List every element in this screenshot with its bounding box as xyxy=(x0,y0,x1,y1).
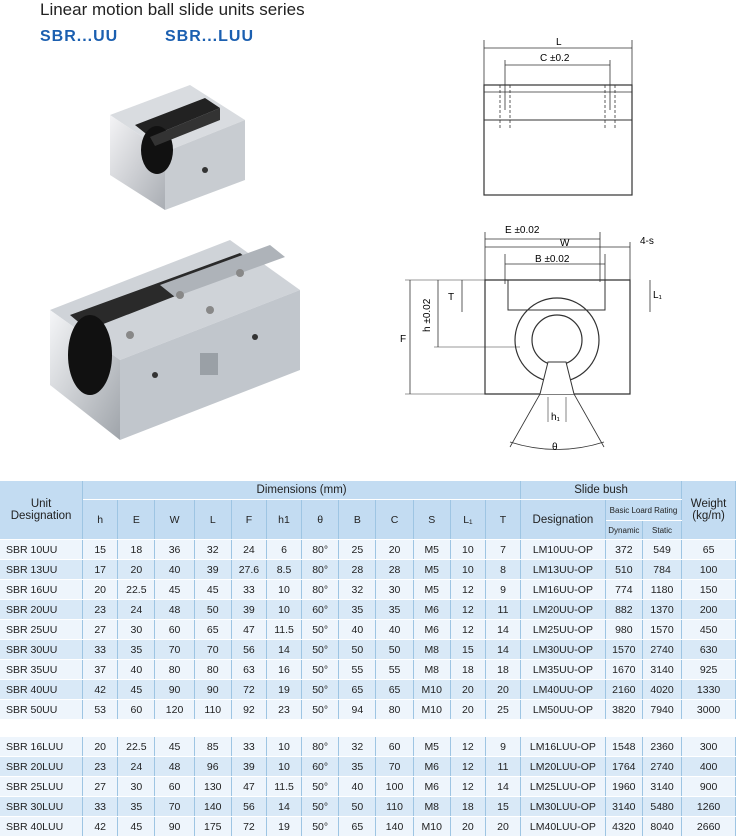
page-title: Linear motion ball slide units series xyxy=(40,0,305,19)
table-cell: 80° xyxy=(302,580,339,600)
dynamic-header: Dynamic xyxy=(605,521,642,540)
dim-col-h: h xyxy=(83,500,118,540)
sbr-luu-product-image xyxy=(40,235,310,445)
table-cell: 2360 xyxy=(642,737,681,757)
table-cell: 774 xyxy=(605,580,642,600)
table-cell: 2740 xyxy=(642,640,681,660)
table-row xyxy=(0,737,736,757)
table-cell: 45 xyxy=(155,580,194,600)
table-cell: 510 xyxy=(605,560,642,580)
table-cell: 3140 xyxy=(642,777,681,797)
table-cell: LM20LUU-OP xyxy=(521,757,606,777)
table-row xyxy=(0,600,736,620)
table-row xyxy=(0,660,736,680)
table-cell: 65 xyxy=(376,680,413,700)
table-cell: 48 xyxy=(155,600,194,620)
table-spacer xyxy=(0,720,736,737)
table-cell: 1764 xyxy=(605,757,642,777)
table-cell: 22.5 xyxy=(118,737,155,757)
table-cell: 40 xyxy=(155,560,194,580)
table-cell: 30 xyxy=(118,620,155,640)
table-cell: 925 xyxy=(682,660,736,680)
table-cell: 70 xyxy=(155,797,194,817)
table-row xyxy=(0,560,736,580)
table-cell: 65 xyxy=(194,620,231,640)
table-cell: 35 xyxy=(376,600,413,620)
table-cell: 8 xyxy=(485,560,520,580)
table-cell: 32 xyxy=(194,540,231,560)
table-cell: LM25UU-OP xyxy=(521,620,606,640)
table-cell: M6 xyxy=(413,777,450,797)
table-cell: 4020 xyxy=(642,680,681,700)
spacer-cell xyxy=(0,720,736,737)
table-row xyxy=(0,540,736,560)
table-row xyxy=(0,640,736,660)
slide-bush-header: Slide bush xyxy=(521,481,682,500)
table-cell: 3000 xyxy=(682,700,736,720)
dim-col-l: L xyxy=(194,500,231,540)
table-cell: 6 xyxy=(266,540,301,560)
table-cell: 12 xyxy=(450,757,485,777)
table-cell: 20 xyxy=(450,817,485,837)
table-cell: 372 xyxy=(605,540,642,560)
dim-col-f: F xyxy=(231,500,266,540)
table-cell: 1260 xyxy=(682,797,736,817)
table-cell: 1370 xyxy=(642,600,681,620)
table-cell: 9 xyxy=(485,737,520,757)
table-cell: 23 xyxy=(83,757,118,777)
table-row xyxy=(0,817,736,837)
table-cell: LM40UU-OP xyxy=(521,680,606,700)
table-cell: 15 xyxy=(83,540,118,560)
table-cell: 12 xyxy=(450,600,485,620)
table-cell: M8 xyxy=(413,797,450,817)
table-cell: 12 xyxy=(450,777,485,797)
table-cell: SBR 16LUU xyxy=(0,737,83,757)
table-row xyxy=(0,797,736,817)
table-cell: 3140 xyxy=(605,797,642,817)
dim-col-b: B xyxy=(339,500,376,540)
table-cell: 400 xyxy=(682,757,736,777)
table-cell: 70 xyxy=(155,640,194,660)
table-row xyxy=(0,620,736,640)
table-cell: M5 xyxy=(413,540,450,560)
table-cell: 20 xyxy=(83,737,118,757)
table-cell: 23 xyxy=(83,600,118,620)
table-cell: 35 xyxy=(339,600,376,620)
table-cell: 56 xyxy=(231,640,266,660)
table-cell: 100 xyxy=(682,560,736,580)
table-row xyxy=(0,680,736,700)
table-cell: 32 xyxy=(339,737,376,757)
table-cell: 55 xyxy=(339,660,376,680)
weight-header: Weight (kg/m) xyxy=(682,481,736,540)
table-cell: 18 xyxy=(485,660,520,680)
table-cell: 14 xyxy=(485,620,520,640)
table-cell: 94 xyxy=(339,700,376,720)
table-cell: 33 xyxy=(231,737,266,757)
table-cell: 11 xyxy=(485,757,520,777)
table-cell: 30 xyxy=(118,777,155,797)
dim-col-t: T xyxy=(485,500,520,540)
table-cell: 80 xyxy=(376,700,413,720)
table-cell: 50 xyxy=(194,600,231,620)
table-cell: 50° xyxy=(302,680,339,700)
table-cell: LM50UU-OP xyxy=(521,700,606,720)
table-cell: 980 xyxy=(605,620,642,640)
table-cell: 175 xyxy=(194,817,231,837)
table-cell: 60° xyxy=(302,600,339,620)
table-cell: 27 xyxy=(83,620,118,640)
dim-e-label: E ±0.02 xyxy=(505,225,540,236)
table-cell: 32 xyxy=(339,580,376,600)
table-cell: LM35UU-OP xyxy=(521,660,606,680)
table-cell: LM40LUU-OP xyxy=(521,817,606,837)
table-cell: 50° xyxy=(302,620,339,640)
dim-l1-label: L₁ xyxy=(653,290,662,301)
table-cell: LM30UU-OP xyxy=(521,640,606,660)
table-cell: 40 xyxy=(118,660,155,680)
table-cell: M5 xyxy=(413,737,450,757)
unit-designation-header: Unit Designation xyxy=(0,481,83,540)
dim-c-label: C ±0.2 xyxy=(540,53,570,64)
table-cell: 25 xyxy=(485,700,520,720)
dim-w-label: W xyxy=(560,238,570,249)
table-cell: 10 xyxy=(266,737,301,757)
table-cell: 5480 xyxy=(642,797,681,817)
table-cell: 2740 xyxy=(642,757,681,777)
table-cell: SBR 50UU xyxy=(0,700,83,720)
table-cell: LM30LUU-OP xyxy=(521,797,606,817)
table-cell: 47 xyxy=(231,777,266,797)
table-cell: 20 xyxy=(450,680,485,700)
table-cell: 20 xyxy=(118,560,155,580)
table-cell: 50° xyxy=(302,660,339,680)
table-cell: 10 xyxy=(266,600,301,620)
table-cell: SBR 20UU xyxy=(0,600,83,620)
table-cell: 60° xyxy=(302,757,339,777)
table-cell: 47 xyxy=(231,620,266,640)
table-cell: 50° xyxy=(302,640,339,660)
table-cell: 20 xyxy=(376,540,413,560)
table-cell: 19 xyxy=(266,817,301,837)
table-cell: LM20UU-OP xyxy=(521,600,606,620)
table-cell: 14 xyxy=(266,640,301,660)
table-cell: 100 xyxy=(376,777,413,797)
table-cell: 120 xyxy=(155,700,194,720)
table-cell: 11 xyxy=(485,600,520,620)
table-cell: 20 xyxy=(485,817,520,837)
table-cell: SBR 25LUU xyxy=(0,777,83,797)
table-cell: 42 xyxy=(83,817,118,837)
table-cell: 33 xyxy=(231,580,266,600)
table-cell: 80 xyxy=(194,660,231,680)
table-cell: 450 xyxy=(682,620,736,640)
table-cell: 45 xyxy=(118,680,155,700)
table-cell: M10 xyxy=(413,700,450,720)
static-header: Static xyxy=(642,521,681,540)
series-uu-label: SBR...UU xyxy=(40,28,119,45)
table-cell: 23 xyxy=(266,700,301,720)
table-cell: 140 xyxy=(194,797,231,817)
table-cell: 28 xyxy=(339,560,376,580)
table-cell: 50° xyxy=(302,817,339,837)
table-cell: 27 xyxy=(83,777,118,797)
table-cell: 50 xyxy=(339,797,376,817)
table-cell: M10 xyxy=(413,680,450,700)
dim-s-label: 4-s xyxy=(640,236,654,247)
table-cell: 90 xyxy=(155,680,194,700)
table-cell: 80° xyxy=(302,737,339,757)
table-cell: 14 xyxy=(485,640,520,660)
dim-t-label: T xyxy=(448,292,455,303)
table-cell: LM13UU-OP xyxy=(521,560,606,580)
table-cell: 10 xyxy=(266,580,301,600)
table-cell: 18 xyxy=(450,797,485,817)
table-cell: 72 xyxy=(231,817,266,837)
table-cell: M10 xyxy=(413,817,450,837)
table-cell: 39 xyxy=(231,600,266,620)
table-cell: 12 xyxy=(450,737,485,757)
table-cell: 11.5 xyxy=(266,777,301,797)
table-cell: 12 xyxy=(450,580,485,600)
table-cell: 20 xyxy=(83,580,118,600)
table-cell: 60 xyxy=(118,700,155,720)
table-cell: 65 xyxy=(339,680,376,700)
table-cell: LM16UU-OP xyxy=(521,580,606,600)
dim-col-s: S xyxy=(413,500,450,540)
table-cell: SBR 40LUU xyxy=(0,817,83,837)
sbr-uu-product-image xyxy=(95,80,255,215)
table-cell: M6 xyxy=(413,620,450,640)
table-cell: 9 xyxy=(485,580,520,600)
table-cell: LM25LUU-OP xyxy=(521,777,606,797)
table-cell: 65 xyxy=(682,540,736,560)
table-cell: 130 xyxy=(194,777,231,797)
table-cell: 110 xyxy=(376,797,413,817)
table-cell: 56 xyxy=(231,797,266,817)
table-cell: 63 xyxy=(231,660,266,680)
dim-h1-label: h₁ xyxy=(551,412,560,423)
table-cell: SBR 13UU xyxy=(0,560,83,580)
table-cell: M8 xyxy=(413,660,450,680)
table-cell: 35 xyxy=(118,797,155,817)
table-cell: 2660 xyxy=(682,817,736,837)
table-cell: 80° xyxy=(302,560,339,580)
table-cell: 50 xyxy=(376,640,413,660)
table-cell: 882 xyxy=(605,600,642,620)
table-cell: 37 xyxy=(83,660,118,680)
designation-header: Designation xyxy=(521,500,606,540)
table-cell: 80° xyxy=(302,540,339,560)
table-cell: 3820 xyxy=(605,700,642,720)
table-cell: 1330 xyxy=(682,680,736,700)
table-cell: 1570 xyxy=(642,620,681,640)
table-cell: M5 xyxy=(413,580,450,600)
table-cell: 18 xyxy=(118,540,155,560)
dim-theta-label: θ xyxy=(552,442,558,453)
dim-col-h1: h1 xyxy=(266,500,301,540)
table-row xyxy=(0,700,736,720)
table-cell: 72 xyxy=(231,680,266,700)
table-cell: 1180 xyxy=(642,580,681,600)
table-cell: 39 xyxy=(231,757,266,777)
table-cell: 4320 xyxy=(605,817,642,837)
table-cell: SBR 20LUU xyxy=(0,757,83,777)
dim-f-label: F xyxy=(400,334,407,345)
table-cell: 900 xyxy=(682,777,736,797)
table-cell: 7 xyxy=(485,540,520,560)
table-cell: 10 xyxy=(450,560,485,580)
side-view-drawing xyxy=(470,30,670,205)
table-cell: 784 xyxy=(642,560,681,580)
table-cell: 17 xyxy=(83,560,118,580)
table-cell: 40 xyxy=(376,620,413,640)
table-cell: 27.6 xyxy=(231,560,266,580)
table-cell: 40 xyxy=(339,620,376,640)
table-cell: 15 xyxy=(485,797,520,817)
table-cell: 45 xyxy=(194,580,231,600)
dim-col-c: C xyxy=(376,500,413,540)
table-cell: 50 xyxy=(339,640,376,660)
table-cell: SBR 16UU xyxy=(0,580,83,600)
table-cell: 50° xyxy=(302,797,339,817)
table-cell: 50° xyxy=(302,777,339,797)
table-cell: 36 xyxy=(155,540,194,560)
dim-col-e: E xyxy=(118,500,155,540)
table-cell: M6 xyxy=(413,757,450,777)
table-cell: 28 xyxy=(376,560,413,580)
table-cell: 42 xyxy=(83,680,118,700)
table-cell: 53 xyxy=(83,700,118,720)
table-cell: 110 xyxy=(194,700,231,720)
table-cell: 90 xyxy=(194,680,231,700)
table-cell: 14 xyxy=(485,777,520,797)
table-cell: 45 xyxy=(155,737,194,757)
table-cell: 10 xyxy=(450,540,485,560)
table-cell: 40 xyxy=(339,777,376,797)
table-cell: 33 xyxy=(83,640,118,660)
table-cell: 140 xyxy=(376,817,413,837)
table-cell: 22.5 xyxy=(118,580,155,600)
table-cell: 200 xyxy=(682,600,736,620)
table-cell: 35 xyxy=(339,757,376,777)
table-cell: 55 xyxy=(376,660,413,680)
basic-load-rating-header: Basic Loard Rating xyxy=(605,500,681,521)
dim-col-w: W xyxy=(155,500,194,540)
table-cell: 24 xyxy=(118,757,155,777)
table-cell: SBR 35UU xyxy=(0,660,83,680)
table-cell: 96 xyxy=(194,757,231,777)
dim-b-label: B ±0.02 xyxy=(535,254,570,265)
table-cell: 8.5 xyxy=(266,560,301,580)
series-luu-label: SBR...LUU xyxy=(165,28,254,45)
table-cell: 90 xyxy=(155,817,194,837)
table-row xyxy=(0,777,736,797)
table-cell: 10 xyxy=(266,757,301,777)
table-cell: SBR 30LUU xyxy=(0,797,83,817)
table-row xyxy=(0,757,736,777)
table-cell: LM16LUU-OP xyxy=(521,737,606,757)
table-cell: 70 xyxy=(376,757,413,777)
table-cell: 70 xyxy=(194,640,231,660)
dim-l-label: L xyxy=(556,37,562,48)
table-cell: 14 xyxy=(266,797,301,817)
table-cell: 33 xyxy=(83,797,118,817)
table-cell: 12 xyxy=(450,620,485,640)
table-cell: 3140 xyxy=(642,660,681,680)
table-cell: 150 xyxy=(682,580,736,600)
table-cell: 48 xyxy=(155,757,194,777)
table-cell: 19 xyxy=(266,680,301,700)
table-cell: 30 xyxy=(376,580,413,600)
table-cell: 24 xyxy=(118,600,155,620)
table-cell: 1670 xyxy=(605,660,642,680)
table-cell: M6 xyxy=(413,600,450,620)
table-cell: 18 xyxy=(450,660,485,680)
table-cell: M8 xyxy=(413,640,450,660)
table-cell: 549 xyxy=(642,540,681,560)
table-cell: SBR 10UU xyxy=(0,540,83,560)
table-cell: 92 xyxy=(231,700,266,720)
dimensions-header: Dimensions (mm) xyxy=(83,481,521,500)
table-cell: 85 xyxy=(194,737,231,757)
table-cell: 45 xyxy=(118,817,155,837)
table-cell: 8040 xyxy=(642,817,681,837)
table-cell: 65 xyxy=(339,817,376,837)
table-cell: 16 xyxy=(266,660,301,680)
table-cell: 11.5 xyxy=(266,620,301,640)
table-cell: 25 xyxy=(339,540,376,560)
table-cell: 60 xyxy=(155,620,194,640)
table-cell: 2160 xyxy=(605,680,642,700)
table-cell: SBR 25UU xyxy=(0,620,83,640)
table-cell: 630 xyxy=(682,640,736,660)
front-view-drawing xyxy=(390,222,670,462)
table-cell: 300 xyxy=(682,737,736,757)
table-cell: 7940 xyxy=(642,700,681,720)
table-cell: 20 xyxy=(485,680,520,700)
table-cell: 35 xyxy=(118,640,155,660)
table-cell: SBR 30UU xyxy=(0,640,83,660)
table-cell: 80 xyxy=(155,660,194,680)
table-cell: 15 xyxy=(450,640,485,660)
table-cell: LM10UU-OP xyxy=(521,540,606,560)
table-cell: 60 xyxy=(376,737,413,757)
table-cell: 60 xyxy=(155,777,194,797)
dim-h-label: h ±0.02 xyxy=(422,298,433,332)
dim-col-theta: θ xyxy=(302,500,339,540)
table-cell: 24 xyxy=(231,540,266,560)
table-cell: M5 xyxy=(413,560,450,580)
table-cell: 50° xyxy=(302,700,339,720)
table-cell: 1548 xyxy=(605,737,642,757)
dim-col-l1: L₁ xyxy=(450,500,485,540)
spec-table xyxy=(0,481,736,837)
table-cell: 1960 xyxy=(605,777,642,797)
table-cell: 39 xyxy=(194,560,231,580)
table-cell: 1570 xyxy=(605,640,642,660)
table-cell: SBR 40UU xyxy=(0,680,83,700)
table-row xyxy=(0,580,736,600)
table-cell: 20 xyxy=(450,700,485,720)
